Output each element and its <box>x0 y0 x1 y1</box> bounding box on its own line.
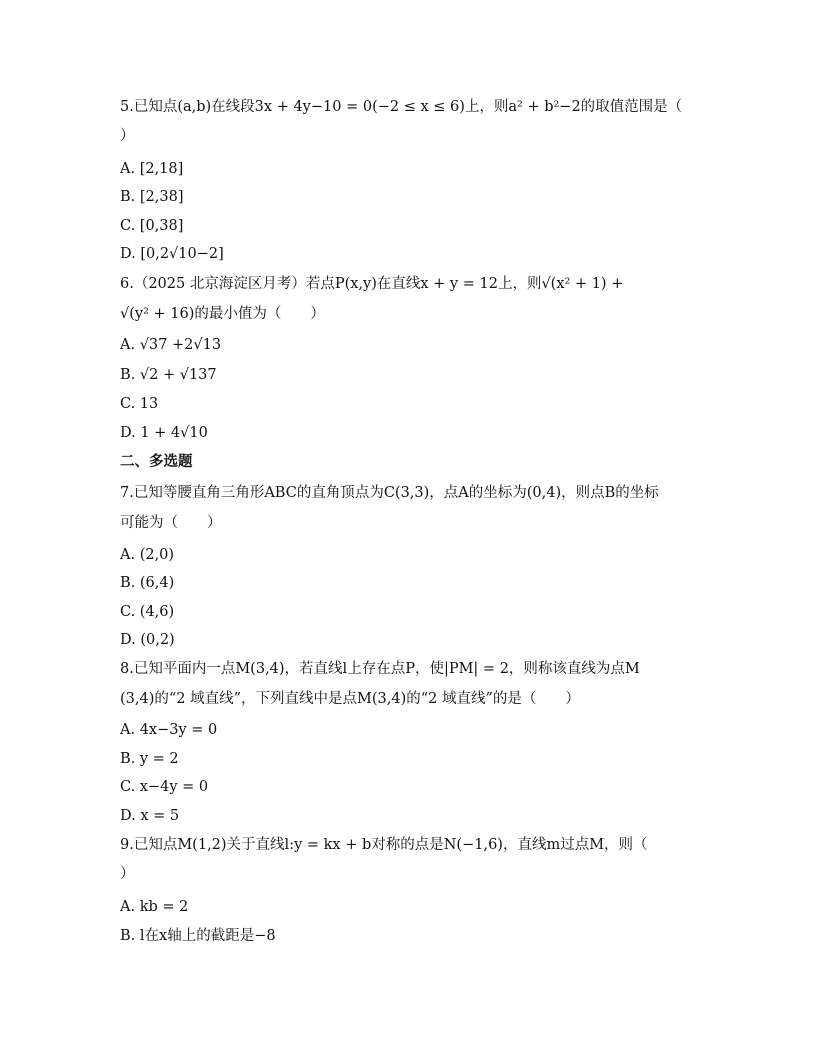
question-7-option-a: A. (2,0) <box>120 547 175 563</box>
question-9-option-a: A. kb = 2 <box>120 899 189 915</box>
question-7-option-b: B. (6,4) <box>120 575 175 591</box>
question-5-option-a: A. [2,18] <box>120 161 184 177</box>
question-7-option-d: D. (0,2) <box>120 632 175 648</box>
question-7-stem: 7.已知等腰直角三角形ABC的直角顶点为C(3,3)，点A的坐标为(0,4)，则点B的坐标 <box>120 485 659 501</box>
question-8-option-a: A. 4x−3y = 0 <box>120 722 218 738</box>
question-9-stem-cont: ） <box>120 866 135 882</box>
question-6-stem: 6.（2025 北京海淀区月考）若点P(x,y)在直线x + y = 12上，则√(x² + 1) + <box>120 276 624 292</box>
question-6-option-d: D. 1 + 4√10 <box>120 425 208 441</box>
question-8-option-c: C. x−4y = 0 <box>120 779 209 795</box>
question-8-stem: 8.已知平面内一点M(3,4)，若直线l上存在点P，使|PM| = 2，则称该直线为点M <box>120 661 640 677</box>
question-8-option-d: D. x = 5 <box>120 808 180 824</box>
section-title: 二、多选题 <box>120 453 193 470</box>
question-5-stem-cont: ） <box>120 128 135 144</box>
question-6-option-a: A. √37 +2√13 <box>120 337 222 353</box>
question-9-stem: 9.已知点M(1,2)关于直线l:y = kx + b对称的点是N(−1,6)，直线m过点M，则（ <box>120 837 648 853</box>
question-5-option-d: D. [0,2√10−2] <box>120 246 224 262</box>
question-9-option-b: B. l在x轴上的截距是−8 <box>120 928 276 944</box>
question-8-stem-cont: (3,4)的“2 域直线”，下列直线中是点M(3,4)的“2 域直线”的是（ ） <box>120 691 580 707</box>
question-5-option-b: B. [2,38] <box>120 189 184 205</box>
question-7-option-c: C. (4,6) <box>120 604 175 620</box>
question-5-stem: 5.已知点(a,b)在线段3x + 4y−10 = 0(−2 ≤ x ≤ 6)上，则a² + b²−2的取值范围是（ <box>120 99 683 115</box>
question-8-option-b: B. y = 2 <box>120 751 179 767</box>
question-6-option-c: C. 13 <box>120 396 159 412</box>
question-6-stem-cont: √(y² + 16)的最小值为（ ） <box>120 306 325 322</box>
question-6-option-b: B. √2 + √137 <box>120 367 217 383</box>
question-5-option-c: C. [0,38] <box>120 218 184 234</box>
question-7-stem-cont: 可能为（ ） <box>120 515 222 531</box>
